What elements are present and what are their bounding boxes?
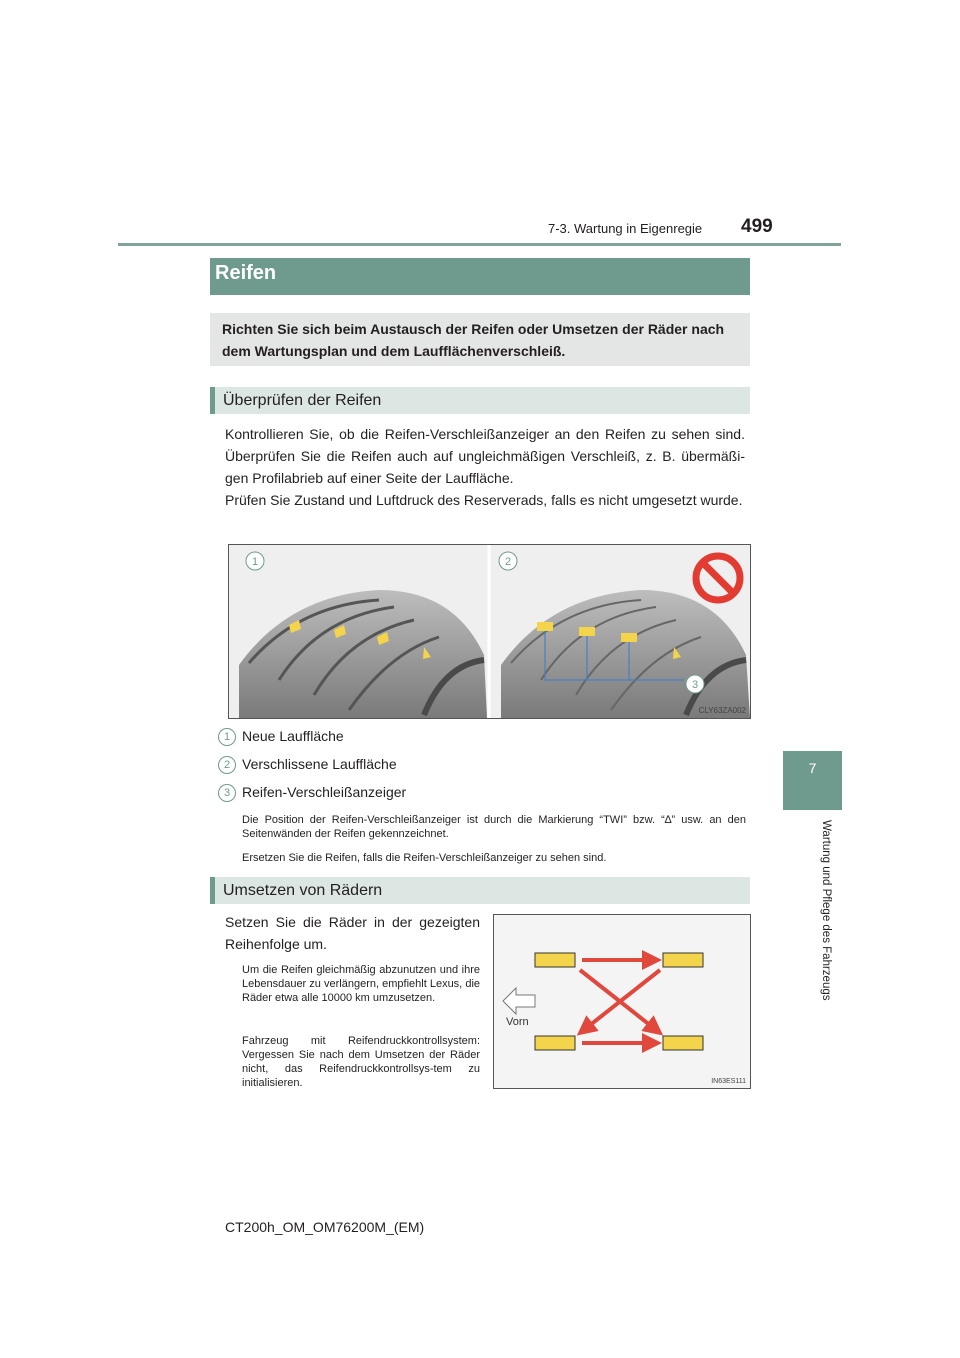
rotation-heading-bar (210, 877, 750, 904)
tire-illustration (229, 545, 750, 718)
wear-indicator-note: Die Position der Reifen-Verschleißanzeiger ist durch die Markierung “TWI” bzw. “∆” usw. an den Seitenwänden der Reifen gekennzeichnet. (242, 814, 746, 840)
front-label: Vorn (506, 1016, 529, 1028)
svg-text:2: 2 (504, 556, 512, 568)
page-number: 499 (741, 216, 773, 237)
wheel-front-left (535, 953, 575, 967)
footer-document-code: CT200h_OM_OM76200M_(EM) (225, 1219, 425, 1235)
wheel-front-right (663, 953, 703, 967)
chapter-title: Wartung und Pflege des Fahrzeugs (820, 820, 832, 1001)
callout-1 (246, 552, 264, 570)
tpms-note: Fahrzeug mit Reifendruckkontrollsystem: Vergessen Sie nach dem Umsetzen der Räder nicht, das Reifendruckkontrollsys-tem zu initialisieren. (242, 1035, 480, 1089)
page-title: Reifen (215, 262, 277, 284)
check-heading: Überprüfen der Reifen (223, 392, 382, 409)
title-bar (210, 258, 750, 295)
intro-text: Richten Sie sich beim Austausch der Reifen oder Umsetzen der Räder nach dem Wartungsplan und dem Laufflächenverschleiß. (222, 321, 725, 359)
header-divider (118, 243, 841, 246)
chapter-number: 7 (808, 760, 817, 776)
rotation-diagram (494, 915, 750, 1088)
rotation-interval-note: Um die Reifen gleichmäßig abzunutzen und ihre Lebensdauer zu verlängern, empfiehlt Lexus, die Räder etwa alle 10000 km umzusetzen. (242, 964, 480, 1004)
replace-tire-note: Ersetzen Sie die Reifen, falls die Reifen-Verschleißanzeiger zu sehen sind. (242, 852, 607, 864)
legend-label-3: Reifen-Verschleißanzeiger (242, 784, 407, 800)
legend-number-3: 3 (218, 784, 236, 802)
rotation-paragraph: Setzen Sie die Räder in der gezeigten Reihenfolge um. (225, 914, 480, 952)
check-heading-bar (210, 387, 750, 414)
tire-figure-code: CLY63ZA002 (698, 706, 746, 715)
callout-2 (499, 552, 517, 570)
rotation-heading: Umsetzen von Rädern (223, 882, 383, 899)
rotation-figure-code: IN63ES111 (711, 1078, 746, 1085)
rotation-figure (493, 914, 751, 1089)
wheel-rear-left (535, 1036, 575, 1050)
callout-3 (686, 675, 704, 693)
legend-label-1: Neue Lauffläche (242, 728, 344, 744)
check-paragraph-1: Kontrollieren Sie, ob die Reifen-Verschleißanzeiger an den Reifen zu sehen sind. Überprüfen Sie die Reifen auch auf ungleichmäßigen Verschleiß, z. B. übermäßi-gen Profilabrieb auf einer Seite der Lauffläche. (225, 426, 745, 486)
svg-text:3: 3 (691, 679, 699, 691)
tire-wear-figure (228, 544, 751, 719)
legend-number-1: 1 (218, 728, 236, 746)
check-paragraph-2: Prüfen Sie Zustand und Luftdruck des Reserverads, falls es nicht umgesetzt wurde. (225, 492, 743, 508)
svg-text:1: 1 (251, 556, 259, 568)
legend-label-2: Verschlissene Lauffläche (242, 756, 397, 772)
wheel-rear-right (663, 1036, 703, 1050)
section-title: 7-3. Wartung in Eigenregie (548, 221, 703, 236)
legend-number-2: 2 (218, 756, 236, 774)
front-direction-icon (503, 988, 535, 1014)
